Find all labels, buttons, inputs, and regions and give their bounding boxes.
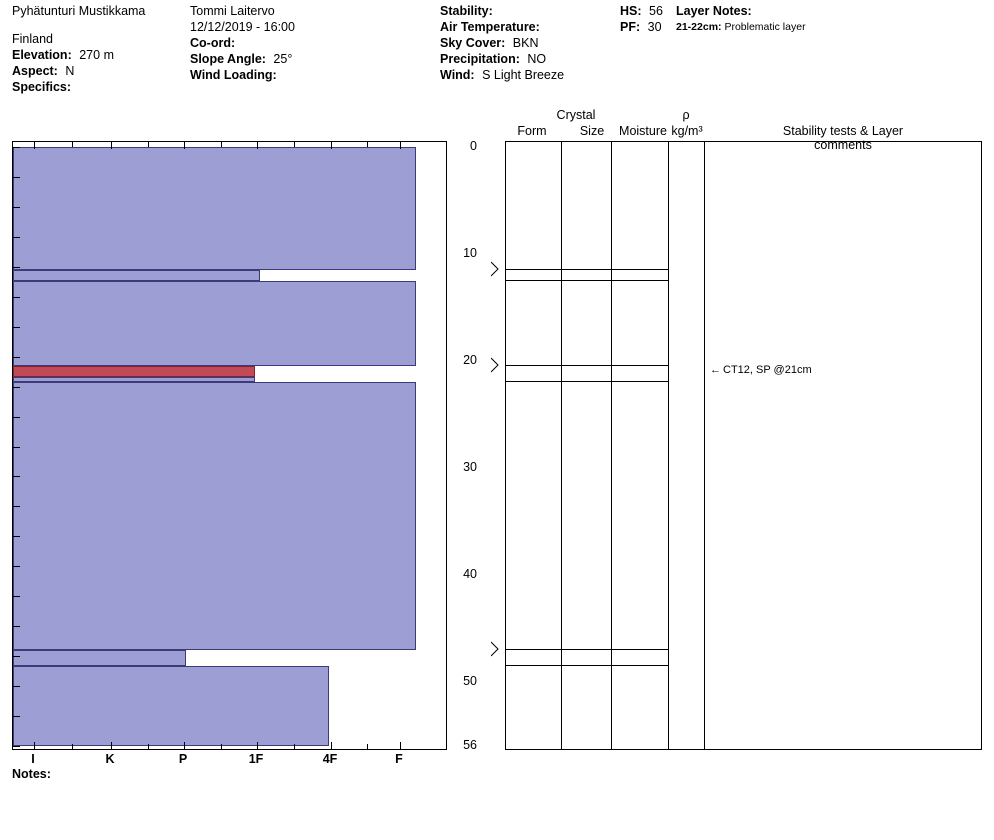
specifics-row <box>12 80 187 94</box>
depth-tick <box>13 506 20 507</box>
hardness-tick-top <box>400 142 401 149</box>
depth-label-10: 10 <box>463 245 477 260</box>
hardness-tick-bottom <box>257 742 258 749</box>
layer-boundary-zigzag <box>491 638 505 660</box>
hardness-tick-bottom <box>331 742 332 749</box>
hardness-tick-bottom <box>111 742 112 749</box>
depth-tick <box>13 596 20 597</box>
column-header-crystal: Crystal <box>556 108 596 122</box>
aspect-label: Aspect: <box>12 64 58 78</box>
hardness-label-f: F <box>395 752 403 766</box>
sky-cover-row <box>440 36 620 50</box>
column-header-form: Form <box>517 124 547 138</box>
depth-tick <box>13 476 20 477</box>
header-location-column <box>12 4 187 96</box>
hardness-label-p: P <box>178 752 188 766</box>
layer-boundary-zigzag <box>491 258 505 280</box>
depth-tick <box>13 297 20 298</box>
stability-comments-column <box>705 141 982 750</box>
elevation-row <box>12 48 187 62</box>
depth-tick <box>13 626 20 627</box>
stability-test-label: CT12, SP @21cm <box>723 363 812 376</box>
air-temperature-label: Air Temperature: <box>440 20 540 34</box>
layer-boundary-line <box>505 269 669 270</box>
pf-value: 30 <box>647 20 662 34</box>
layer-boundary-zigzag <box>491 354 505 376</box>
site-name: Pyhätunturi Mustikkama <box>12 4 146 18</box>
depth-axis-labels <box>449 141 477 761</box>
depth-tick <box>13 177 20 178</box>
layer-bar <box>13 382 416 649</box>
density-column <box>669 141 705 750</box>
depth-tick <box>13 147 20 148</box>
hardness-label-i: I <box>31 752 35 766</box>
depth-label-30: 30 <box>463 459 477 474</box>
column-header-density-symbol: ρ <box>682 108 690 122</box>
wind-loading-row <box>190 68 440 82</box>
layer-note-text: Problematic layer <box>724 21 806 33</box>
pf-label: PF: <box>620 20 641 34</box>
layer-notes-title: Layer Notes: <box>676 4 752 18</box>
depth-tick <box>13 686 20 687</box>
hardness-label-4f: 4F <box>322 752 338 766</box>
hardness-tick-bottom <box>34 742 35 749</box>
depth-label-40: 40 <box>463 566 477 581</box>
wind-value: S Light Breeze <box>482 68 565 82</box>
layer-bar <box>13 366 255 377</box>
depth-tick <box>13 327 20 328</box>
hardness-subtick-top <box>72 142 73 147</box>
column-header-density-unit: kg/m³ <box>671 124 703 138</box>
depth-tick <box>13 536 20 537</box>
depth-tick <box>13 387 20 388</box>
hardness-subtick-bottom <box>367 744 368 749</box>
hardness-tick-top <box>111 142 112 149</box>
notes-label: Notes: <box>12 767 51 781</box>
slope-angle-value: 25° <box>273 52 293 66</box>
depth-tick <box>13 746 20 747</box>
hardness-subtick-bottom <box>221 744 222 749</box>
air-temperature-row <box>440 20 620 34</box>
hardness-profile-plot <box>12 141 447 750</box>
depth-tick <box>13 357 20 358</box>
header-observer-column <box>190 4 440 84</box>
precipitation-value: NO <box>527 52 547 66</box>
hardness-subtick-top <box>148 142 149 147</box>
hardness-tick-bottom <box>184 742 185 749</box>
depth-tick <box>13 207 20 208</box>
hardness-subtick-bottom <box>148 744 149 749</box>
slope-angle-row <box>190 52 440 66</box>
depth-tick <box>13 237 20 238</box>
depth-tick <box>13 716 20 717</box>
layer-boundary-line <box>505 649 669 650</box>
profile-header <box>0 0 994 116</box>
aspect-value: N <box>65 64 75 78</box>
hardness-subtick-bottom <box>72 744 73 749</box>
hardness-subtick-top <box>221 142 222 147</box>
coord-label: Co-ord: <box>190 36 236 50</box>
depth-label-0: 0 <box>470 139 477 153</box>
column-header-size: Size <box>579 124 605 138</box>
sky-cover-value: BKN <box>512 36 539 50</box>
wind-loading-label: Wind Loading: <box>190 68 277 82</box>
header-conditions-column <box>440 4 620 84</box>
hardness-label-k: K <box>105 752 115 766</box>
hardness-tick-bottom <box>400 742 401 749</box>
column-header-moisture: Moisture <box>619 124 667 138</box>
specifics-label: Specifics: <box>12 80 72 94</box>
depth-tick <box>13 566 20 567</box>
stability-label: Stability: <box>440 4 493 18</box>
sky-cover-label: Sky Cover: <box>440 36 506 50</box>
stability-test-annotation <box>710 364 812 376</box>
hardness-tick-top <box>184 142 185 149</box>
elevation-label: Elevation: <box>12 48 72 62</box>
depth-tick <box>13 267 20 268</box>
stability-arrow-icon: ← <box>710 363 721 376</box>
header-layer-notes-column <box>676 4 986 33</box>
aspect-row <box>12 64 187 78</box>
layer-boundary-line <box>505 381 669 382</box>
layer-note-item <box>676 21 986 33</box>
hardness-tick-top <box>257 142 258 149</box>
layer-boundary-line <box>505 365 669 366</box>
hardness-subtick-top <box>367 142 368 147</box>
notes-row <box>12 767 51 781</box>
column-divider-form-size <box>561 142 562 749</box>
depth-label-20: 20 <box>463 352 477 367</box>
hardness-tick-top <box>34 142 35 149</box>
hardness-label-1f: 1F <box>248 752 264 766</box>
layer-bar <box>13 650 186 666</box>
observation-datetime: 12/12/2019 - 16:00 <box>190 20 295 34</box>
layer-bar <box>13 666 329 746</box>
layer-bar <box>13 270 260 281</box>
slope-angle-label: Slope Angle: <box>190 52 266 66</box>
stability-row <box>440 4 620 18</box>
hardness-axis-labels <box>12 752 447 768</box>
depth-label-56: 56 <box>463 738 477 752</box>
column-divider-size-moisture <box>611 142 612 749</box>
layer-note-range: 21-22cm: <box>676 21 722 33</box>
data-column-headers <box>505 108 985 152</box>
observer-name: Tommi Laitervo <box>190 4 275 18</box>
hs-value: 56 <box>649 4 663 18</box>
elevation-value: 270 m <box>79 48 114 62</box>
wind-row <box>440 68 620 82</box>
country: Finland <box>12 32 53 46</box>
hs-label: HS: <box>620 4 642 18</box>
depth-tick <box>13 417 20 418</box>
layer-boundary-line <box>505 280 669 281</box>
coord-row <box>190 36 440 50</box>
layer-bar <box>13 147 416 270</box>
depth-tick <box>13 447 20 448</box>
depth-tick <box>13 656 20 657</box>
precipitation-label: Precipitation: <box>440 52 520 66</box>
depth-label-50: 50 <box>463 673 477 688</box>
precipitation-row <box>440 52 620 66</box>
column-header-stability: Stability tests & Layer comments <box>782 124 904 152</box>
crystal-data-columns <box>505 141 669 750</box>
layer-boundary-line <box>505 665 669 666</box>
hardness-tick-top <box>331 142 332 149</box>
wind-label: Wind: <box>440 68 475 82</box>
hardness-subtick-bottom <box>294 744 295 749</box>
layer-bar <box>13 281 416 367</box>
hardness-subtick-top <box>294 142 295 147</box>
